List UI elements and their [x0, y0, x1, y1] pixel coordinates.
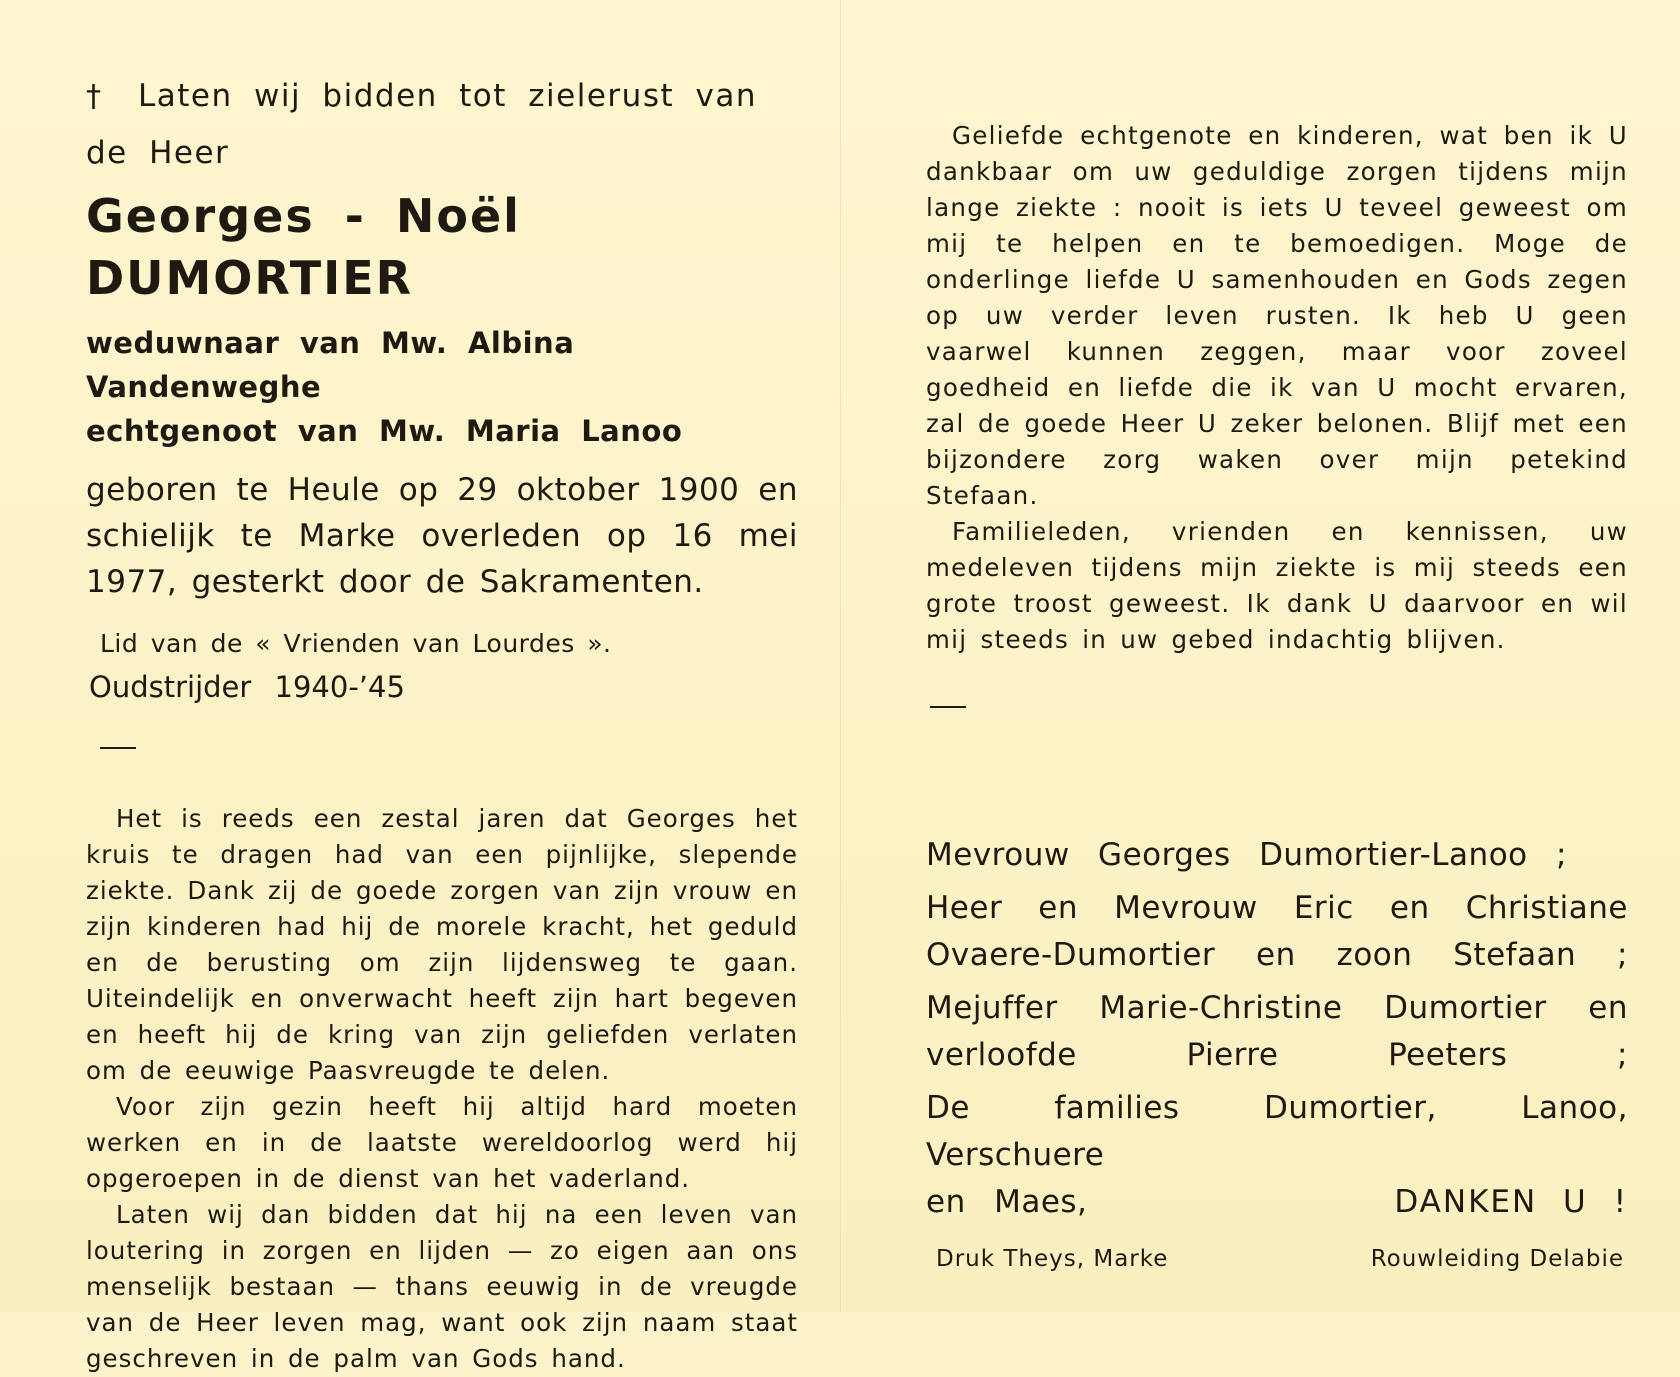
opening-line-1: Laten wij bidden tot zielerust van: [138, 78, 757, 114]
thanks-last-families: en Maes,: [926, 1184, 1088, 1220]
veteran-line: Oudstrijder 1940-’45: [89, 670, 405, 704]
thanks-last-row: [926, 1179, 1628, 1226]
birth-death-details: geboren te Heule op 29 oktober 1900 en schielijk te Marke overleden op 16 mei 1977, gesterkt door de Sakramenten.: [86, 472, 798, 600]
biography: [86, 801, 798, 1377]
section-divider: [930, 706, 966, 708]
biography-paragraph: Het is reeds een zestal jaren dat Georges het kruis te dragen had van een pijnlijke, slepende ziekte. Dank zij de goede zorgen van zijn vrouw en zijn kinderen had hij de morele kracht, het geduld en de berusting om zijn lijdensweg te gaan. Uiteindelijk en onverwacht heeft zijn hart begeven en heeft hij de kring van zijn geliefden verlaten om de eeuwige Paasvreugde te delen.: [86, 804, 798, 1085]
family-thanks: [926, 832, 1628, 1226]
biography-paragraph: Voor zijn gezin heeft hij altijd hard moeten werken en in de laatste wereldoorlog werd hij opgeroepen in de dienst van het vaderland.: [86, 1092, 798, 1193]
prayer-opening: [86, 68, 798, 125]
widower-line: weduwnaar van Mw. Albina Vandenweghe: [86, 326, 575, 404]
deceased-name: Georges - Noël DUMORTIER: [86, 189, 521, 305]
left-panel: [86, 68, 798, 1377]
spouse-line: echtgenoot van Mw. Maria Lanoo: [86, 414, 683, 448]
thanks-line: Mejuffer Marie-Christine Dumortier en verloofde Pierre Peeters ;: [926, 990, 1628, 1073]
section-divider: [100, 747, 136, 749]
closing-thanks: DANKEN U !: [1394, 1184, 1628, 1220]
thanks-line: De families Dumortier, Lanoo, Verschuere: [926, 1090, 1628, 1173]
funeral-home-credit: Rouwleiding Delabie: [1370, 1246, 1624, 1272]
card-fold-line: [840, 0, 841, 1312]
biography-paragraph: Laten wij dan bidden dat hij na een leven van loutering in zorgen en lijden — zo eigen aan ons menselijk bestaan — thans eeuwig in de vreugde van de Heer leven mag, want ook zijn naam staat geschreven in de palm van Gods hand.: [86, 1200, 798, 1373]
farewell-paragraph: Familieleden, vrienden en kennissen, uw medeleven tijdens mijn ziekte is mij steeds een grote troost geweest. Ik dank U daarvoor en wil mij steeds in uw gebed indachtig blijven.: [926, 517, 1628, 654]
thanks-line: Heer en Mevrouw Eric en Christiane Ovaere-Dumortier en zoon Stefaan ;: [926, 890, 1628, 973]
thanks-line: Mevrouw Georges Dumortier-Lanoo ;: [926, 837, 1567, 873]
cross-icon: †: [86, 79, 103, 114]
printer-credit: Druk Theys, Marke: [936, 1246, 1169, 1272]
opening-line-2: de Heer: [86, 135, 230, 171]
membership-line: Lid van de « Vrienden van Lourdes ».: [100, 629, 612, 658]
farewell-paragraph: Geliefde echtgenote en kinderen, wat ben ik U dankbaar om uw geduldige zorgen tijdens mijn lange ziekte : nooit is iets U teveel geweest om mij te helpen en te bemoedigen. Moge de onderlinge liefde U samenhouden en Gods zegen op uw verder leven rusten. Ik heb U geen vaarwel kunnen zeggen, maar voor zoveel goedheid en liefde die ik van U mocht ervaren, zal de goede Heer U zeker belonen. Blijf met een bijzondere zorg waken over mijn petekind Stefaan.: [926, 121, 1628, 510]
right-panel: [926, 118, 1628, 1226]
